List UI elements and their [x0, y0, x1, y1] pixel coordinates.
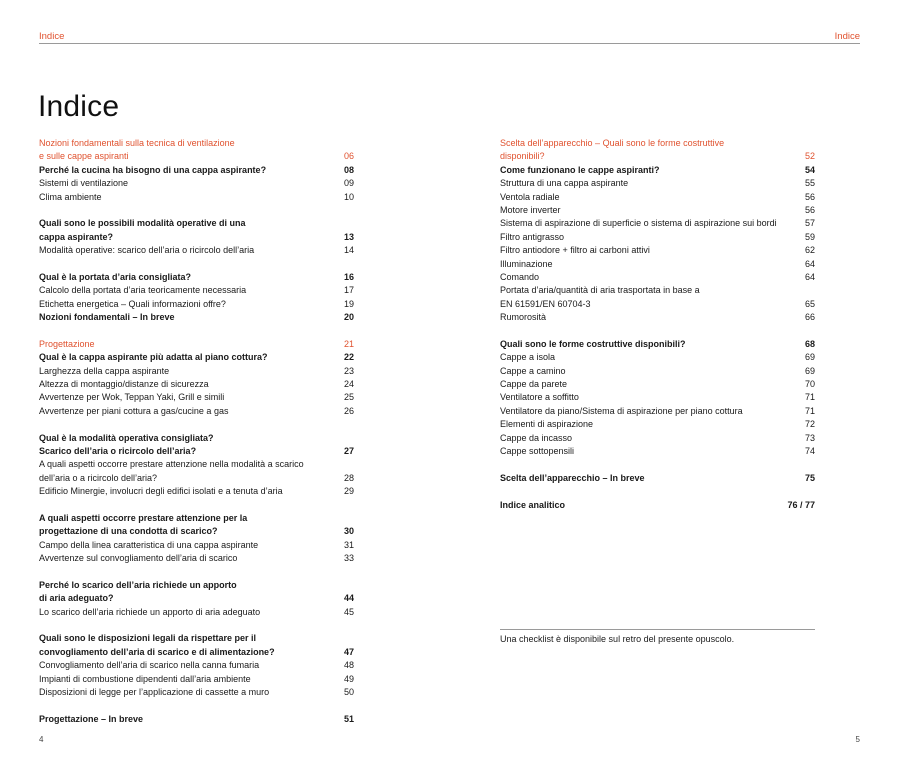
toc-entry-title: Quali sono le disposizioni legali da rispettare per il: [39, 633, 257, 644]
toc-entry-title: Convogliamento dell’aria di scarico nella canna fumaria: [39, 660, 260, 671]
toc-right-column: [500, 137, 815, 512]
toc-spacer: [39, 324, 354, 337]
toc-entry-page: 64: [804, 271, 815, 282]
toc-entry-page: 52: [804, 151, 815, 162]
toc-entry-page: 24: [343, 379, 354, 390]
toc-entry-title: disponibili?: [500, 151, 545, 162]
toc-entry[interactable]: [39, 485, 354, 498]
toc-entry-title: Qual è la modalità operativa consigliata?: [39, 432, 214, 443]
toc-entry-title: Indice analitico: [500, 499, 566, 510]
toc-entry[interactable]: [39, 150, 354, 163]
toc-entry-title: Disposizioni di legge per l’applicazione di cassette a muro: [39, 687, 270, 698]
toc-entry-page: 71: [804, 405, 815, 416]
toc-entry-page: 59: [804, 231, 815, 242]
toc-entry-page: 30: [343, 526, 354, 537]
toc-entry-title: Avvertenze per piani cottura a gas/cucine a gas: [39, 405, 229, 416]
toc-entry-title: Elementi di aspirazione: [500, 419, 594, 430]
toc-entry-page: 62: [804, 245, 815, 256]
page-number-left: 4: [39, 735, 44, 744]
toc-entry[interactable]: [500, 432, 815, 445]
toc-entry[interactable]: [39, 713, 354, 726]
toc-entry-title: Nozioni fondamentali sulla tecnica di ventilazione: [39, 138, 235, 148]
toc-entry[interactable]: [39, 646, 354, 659]
toc-entry[interactable]: [39, 365, 354, 378]
toc-entry-page: 71: [804, 392, 815, 403]
toc-entry-title: Nozioni fondamentali – In breve: [39, 312, 175, 323]
toc-entry-page: 76 / 77: [787, 499, 815, 510]
toc-entry[interactable]: [39, 552, 354, 565]
toc-spacer: [39, 619, 354, 632]
toc-entry-page: 28: [343, 472, 354, 483]
toc-entry-page: 21: [343, 338, 354, 349]
toc-entry-page: 69: [804, 365, 815, 376]
toc-entry-page: 17: [343, 285, 354, 296]
toc-entry-page: 25: [343, 392, 354, 403]
toc-entry-title: Filtro antigrasso: [500, 231, 565, 242]
toc-entry-title: Progettazione: [39, 338, 95, 349]
toc-entry-title: Avvertenze per Wok, Teppan Yaki, Grill e simili: [39, 392, 225, 403]
toc-entry-title: Calcolo della portata d’aria teoricamente necessaria: [39, 285, 247, 296]
toc-entry[interactable]: [39, 512, 354, 525]
toc-entry-title: Progettazione – In breve: [39, 713, 144, 724]
toc-entry-page: 26: [343, 405, 354, 416]
toc-entry-page: 73: [804, 432, 815, 443]
toc-entry[interactable]: [39, 579, 354, 592]
toc-spacer: [39, 204, 354, 217]
toc-entry[interactable]: [500, 338, 815, 351]
toc-entry-title: A quali aspetti occorre prestare attenzione per la: [39, 512, 248, 523]
toc-entry-title: Illuminazione: [500, 258, 553, 269]
toc-entry[interactable]: [39, 338, 354, 351]
toc-entry-title: Qual è la portata d’aria consigliata?: [39, 271, 192, 282]
toc-entry-page: 44: [343, 593, 354, 604]
toc-entry[interactable]: [39, 284, 354, 297]
toc-entry[interactable]: [39, 606, 354, 619]
toc-entry-title: Perché lo scarico dell’aria richiede un apporto: [39, 579, 237, 590]
toc-entry-page: 45: [343, 606, 354, 617]
toc-entry-title: Come funzionano le cappe aspiranti?: [500, 164, 660, 175]
toc-entry[interactable]: [39, 659, 354, 672]
toc-entry-title: cappa aspirante?: [39, 231, 114, 242]
toc-entry[interactable]: [39, 137, 354, 150]
toc-entry-title: Scarico dell’aria o ricircolo dell’aria?: [39, 445, 197, 456]
toc-entry[interactable]: [39, 592, 354, 605]
toc-entry[interactable]: [39, 445, 354, 458]
toc-entry-page: 75: [804, 472, 815, 483]
toc-entry-page: 50: [343, 687, 354, 698]
toc-entry[interactable]: [500, 499, 815, 512]
toc-entry-page: 56: [804, 191, 815, 202]
toc-entry-title: Modalità operative: scarico dell’aria o ricircolo dell’aria: [39, 245, 255, 256]
toc-entry-page: 20: [343, 312, 354, 323]
toc-entry-page: 48: [343, 660, 354, 671]
toc-entry[interactable]: [500, 284, 815, 297]
toc-entry-title: Clima ambiente: [39, 191, 102, 202]
toc-entry-title: Filtro antiodore + filtro ai carboni attivi: [500, 245, 650, 256]
toc-entry-title: Perché la cucina ha bisogno di una cappa aspirante?: [39, 164, 267, 175]
toc-entry-title: dell’aria o a ricircolo dell’aria?: [39, 472, 158, 483]
toc-entry-title: Qual è la cappa aspirante più adatta al piano cottura?: [39, 352, 268, 363]
toc-entry[interactable]: [39, 458, 354, 471]
toc-entry[interactable]: [500, 391, 815, 404]
checklist-note: Una checklist è disponibile sul retro del presente opuscolo.: [500, 634, 735, 644]
toc-entry-title: Edificio Minergie, involucri degli edifici isolati e a tenuta d’aria: [39, 486, 283, 497]
toc-entry-page: 19: [343, 298, 354, 309]
header-divider: [39, 43, 860, 44]
note-divider: [500, 629, 815, 630]
toc-entry[interactable]: [39, 217, 354, 230]
toc-entry-title: Sistema di aspirazione di superficie o sistema di aspirazione sui bordi: [500, 218, 777, 229]
toc-entry-page: 47: [343, 646, 354, 657]
toc-entry-title: Motore inverter: [500, 204, 561, 215]
toc-entry-title: di aria adeguato?: [39, 593, 114, 604]
toc-entry-page: 66: [804, 312, 815, 323]
toc-entry-title: Impianti di combustione dipendenti dall’aria ambiente: [39, 673, 251, 684]
toc-entry-title: Cappe da incasso: [500, 432, 573, 443]
toc-entry-title: Lo scarico dell’aria richiede un apporto di aria adeguato: [39, 606, 261, 617]
toc-entry-page: 33: [343, 553, 354, 564]
toc-entry-page: 65: [804, 298, 815, 309]
toc-entry-page: 31: [343, 539, 354, 550]
toc-entry-title: Altezza di montaggio/distanze di sicurezza: [39, 379, 209, 390]
toc-entry-title: Rumorosità: [500, 312, 547, 323]
toc-entry-title: Scelta dell’apparecchio – In breve: [500, 472, 645, 483]
toc-entry-page: 68: [804, 338, 815, 349]
toc-entry-page: 13: [343, 231, 354, 242]
toc-entry[interactable]: [500, 351, 815, 364]
toc-spacer: [39, 699, 354, 712]
toc-entry[interactable]: [500, 231, 815, 244]
toc-entry[interactable]: [500, 191, 815, 204]
toc-entry-title: Quali sono le possibili modalità operative di una: [39, 218, 246, 229]
toc-spacer: [39, 418, 354, 431]
toc-entry[interactable]: [39, 311, 354, 324]
toc-entry-page: 49: [343, 673, 354, 684]
toc-entry-title: Struttura di una cappa aspirante: [500, 178, 629, 189]
toc-entry-page: 69: [804, 352, 815, 363]
toc-spacer: [500, 458, 815, 471]
toc-entry[interactable]: [500, 378, 815, 391]
toc-entry-title: progettazione di una condotta di scarico?: [39, 526, 218, 537]
toc-entry[interactable]: [39, 378, 354, 391]
toc-entry-title: Etichetta energetica – Quali informazioni offre?: [39, 298, 226, 309]
toc-entry-title: Campo della linea caratteristica di una cappa aspirante: [39, 539, 259, 550]
toc-entry-title: Cappe da parete: [500, 379, 568, 390]
toc-entry[interactable]: [39, 432, 354, 445]
toc-entry-page: 27: [343, 445, 354, 456]
toc-entry-title: convogliamento dell’aria di scarico e di alimentazione?: [39, 646, 275, 657]
toc-entry[interactable]: [500, 405, 815, 418]
toc-entry[interactable]: [39, 673, 354, 686]
toc-spacer: [39, 566, 354, 579]
toc-entry-title: Sistemi di ventilazione: [39, 178, 129, 189]
toc-entry-page: 14: [343, 245, 354, 256]
toc-entry[interactable]: [500, 244, 815, 257]
toc-entry-page: 64: [804, 258, 815, 269]
toc-entry-page: 72: [804, 419, 815, 430]
toc-entry-page: 54: [804, 164, 815, 175]
toc-entry[interactable]: [39, 405, 354, 418]
toc-entry[interactable]: [500, 150, 815, 163]
toc-spacer: [39, 499, 354, 512]
toc-entry[interactable]: [39, 298, 354, 311]
toc-entry-page: 09: [343, 178, 354, 189]
toc-entry[interactable]: [500, 418, 815, 431]
toc-entry-title: e sulle cappe aspiranti: [39, 151, 129, 162]
toc-entry-title: EN 61591/EN 60704-3: [500, 298, 591, 309]
toc-entry-title: A quali aspetti occorre prestare attenzione nella modalità a scarico: [39, 459, 304, 470]
toc-entry[interactable]: [39, 177, 354, 190]
toc-entry-page: 16: [343, 271, 354, 282]
toc-entry[interactable]: [39, 686, 354, 699]
toc-entry-page: 29: [343, 486, 354, 497]
toc-entry[interactable]: [39, 244, 354, 257]
toc-entry-page: 51: [343, 713, 354, 724]
toc-entry-title: Ventilatore a soffitto: [500, 392, 579, 403]
toc-entry[interactable]: [39, 472, 354, 485]
page-number-right: 5: [855, 735, 860, 744]
toc-entry-page: 08: [343, 164, 354, 175]
toc-entry[interactable]: [500, 298, 815, 311]
toc-spacer: [500, 324, 815, 337]
toc-entry-title: Ventola radiale: [500, 191, 560, 202]
toc-entry-page: 10: [343, 191, 354, 202]
toc-entry[interactable]: [500, 137, 815, 150]
toc-entry[interactable]: [39, 632, 354, 645]
toc-entry-page: 06: [343, 151, 354, 162]
toc-entry[interactable]: [39, 525, 354, 538]
toc-entry-page: 57: [804, 218, 815, 229]
toc-entry[interactable]: [500, 204, 815, 217]
toc-entry-page: 22: [343, 352, 354, 363]
toc-entry-title: Cappe a isola: [500, 352, 556, 363]
page-title: Indice: [38, 90, 120, 123]
toc-entry[interactable]: [39, 271, 354, 284]
toc-entry[interactable]: [39, 539, 354, 552]
toc-entry-title: Comando: [500, 271, 540, 282]
toc-entry-title: Larghezza della cappa aspirante: [39, 365, 170, 376]
toc-entry-page: 23: [343, 365, 354, 376]
toc-entry-title: Avvertenze sul convogliamento dell’aria di scarico: [39, 553, 238, 564]
toc-entry[interactable]: [500, 177, 815, 190]
toc-spacer: [39, 258, 354, 271]
toc-entry-title: Cappe a camino: [500, 365, 566, 376]
toc-entry[interactable]: [500, 258, 815, 271]
toc-left-column: [39, 137, 354, 726]
toc-entry[interactable]: [500, 271, 815, 284]
toc-entry[interactable]: [500, 445, 815, 458]
toc-spacer: [500, 485, 815, 498]
toc-entry-title: Ventilatore da piano/Sistema di aspirazione per piano cottura: [500, 405, 743, 416]
toc-entry[interactable]: [500, 164, 815, 177]
toc-entry[interactable]: [500, 217, 815, 230]
toc-entry-page: 74: [804, 445, 815, 456]
toc-entry-title: Scelta dell’apparecchio – Quali sono le forme costruttive: [500, 138, 725, 148]
toc-entry[interactable]: [39, 391, 354, 404]
toc-entry[interactable]: [500, 472, 815, 485]
toc-entry-title: Portata d’aria/quantità di aria trasportata in base a: [500, 285, 700, 296]
toc-entry-page: 55: [804, 178, 815, 189]
toc-entry[interactable]: [39, 351, 354, 364]
toc-entry[interactable]: [39, 164, 354, 177]
toc-entry[interactable]: [500, 365, 815, 378]
running-header-right: Indice: [834, 31, 860, 42]
toc-entry-page: 56: [804, 204, 815, 215]
toc-entry[interactable]: [39, 231, 354, 244]
toc-entry-page: 70: [804, 379, 815, 390]
running-header-left: Indice: [39, 31, 65, 42]
toc-entry[interactable]: [500, 311, 815, 324]
toc-entry-title: Quali sono le forme costruttive disponibili?: [500, 338, 686, 349]
toc-entry-title: Cappe sottopensili: [500, 445, 575, 456]
toc-entry[interactable]: [39, 191, 354, 204]
